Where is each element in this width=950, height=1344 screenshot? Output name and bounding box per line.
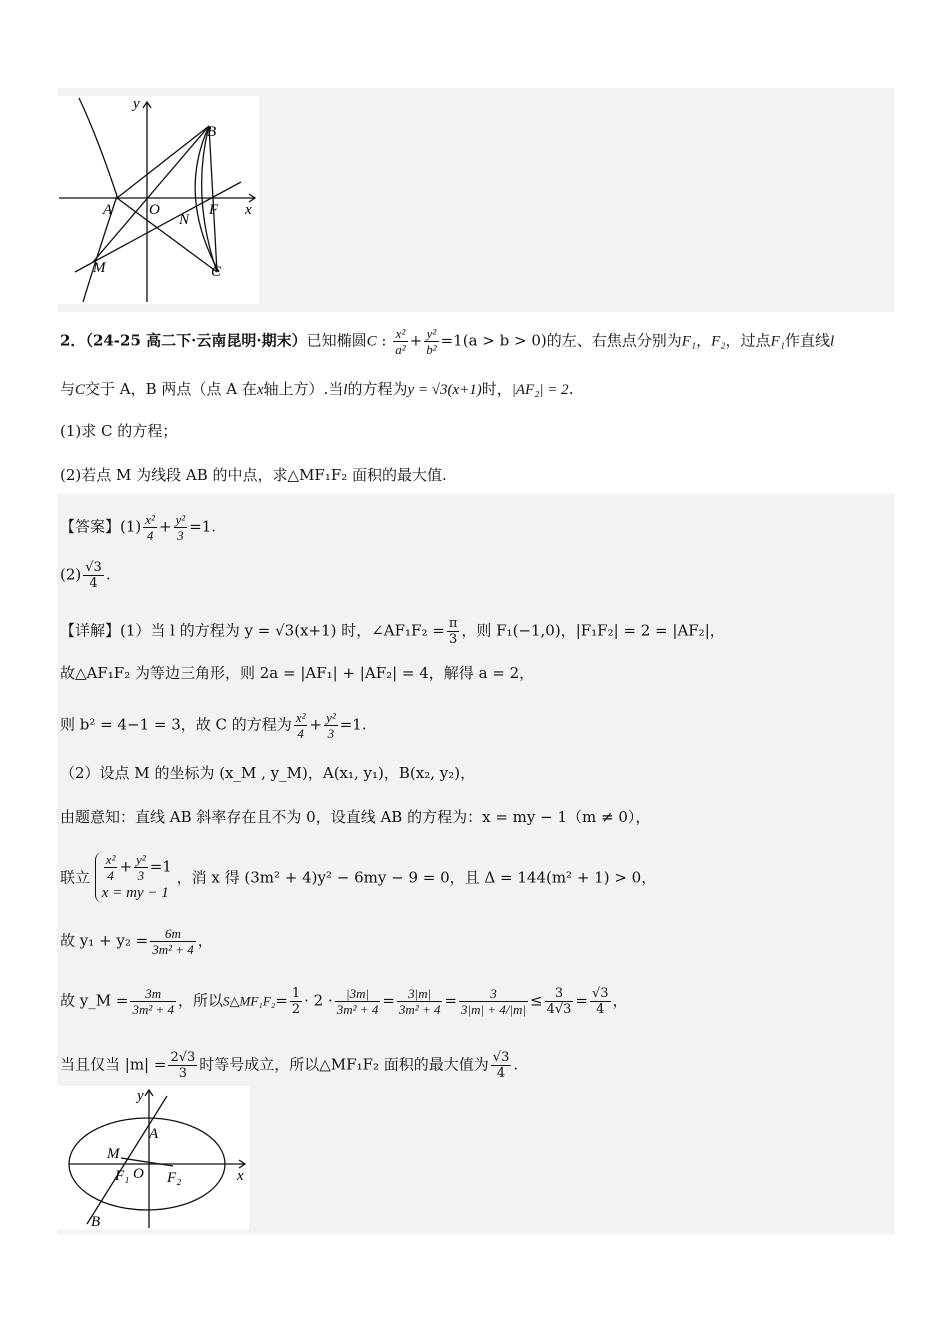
problem-source: （24-25 高二下·云南昆明·期末） <box>85 331 307 350</box>
eq-rhs: =1(a > b > 0) <box>440 331 547 350</box>
frac-den: 3 <box>327 726 335 741</box>
frac <box>130 986 176 1017</box>
frac <box>459 986 528 1017</box>
answer-1-prefix: (1) <box>120 517 142 536</box>
detail-line-5: 由题意知：直线 AB 斜率存在且不为 0，设直线 AB 的方程为：x = my − 1（m ≠ 0）， <box>60 808 651 826</box>
frac-num: π <box>448 616 458 631</box>
frac <box>168 1050 197 1081</box>
frac-num: y² <box>424 326 438 342</box>
eq-rhs: =1. <box>189 517 217 536</box>
frac-num: y² <box>175 512 186 527</box>
problem-text: 交于 A， <box>85 380 146 398</box>
plus: + <box>158 517 172 536</box>
colon: : <box>376 331 392 350</box>
label-f: F <box>209 202 219 218</box>
period: . <box>568 380 574 398</box>
detail-text: ，消 x 得 (3m² + 4)y² − 6my − 9 = 0，且 Δ = 144(m² + 1) > 0， <box>176 868 657 887</box>
period: . <box>513 1055 519 1074</box>
frac-num: x² <box>295 710 306 725</box>
frac-num: 3 <box>545 986 574 1002</box>
frac-den: 2 <box>291 1002 301 1017</box>
frac-den: b² <box>426 342 437 357</box>
label-o: O <box>149 202 160 218</box>
equals: = <box>382 991 395 1010</box>
system-eq-2: x = my − 1 <box>101 885 169 901</box>
ellipse-diagram <box>57 1086 249 1230</box>
frac-den: 4 <box>496 1066 506 1081</box>
equals: = <box>444 991 458 1010</box>
detail-text: · 2 · <box>304 991 333 1010</box>
frac <box>83 560 104 591</box>
problem-line-2 <box>60 378 573 401</box>
frac <box>335 986 381 1017</box>
problem-text: 的左、右焦点分别为 <box>546 331 682 350</box>
frac <box>174 512 188 543</box>
label-x: x <box>245 202 252 218</box>
problem-number: 2． <box>60 331 86 350</box>
frac-num: 3m <box>130 986 176 1002</box>
line-mb <box>93 126 209 262</box>
label-b: B <box>207 124 217 140</box>
f2: F₂ <box>711 333 726 350</box>
frac-den: 3|m| + 4/|m| <box>461 1002 527 1017</box>
label-f1: F₁ <box>115 1168 130 1184</box>
figure-1 <box>57 96 259 304</box>
detail-line-7 <box>60 926 213 957</box>
label-a: A <box>149 1126 159 1142</box>
detail-text: ，则 F₁(−1,0)，|F₁F₂| = 2 = |AF₂|， <box>461 621 725 640</box>
frac-den: 4 <box>596 1002 605 1017</box>
frac-den: 3 <box>137 868 145 883</box>
detail-label: 【详解】 <box>60 621 121 640</box>
detail-line-8 <box>60 986 628 1017</box>
frac-y2-b2 <box>424 326 438 357</box>
frac-num: 3 <box>459 986 528 1002</box>
answer-2-prefix: (2) <box>60 565 82 584</box>
frac-den: 3m² + 4 <box>132 1002 175 1017</box>
question-1: (1)求 C 的方程； <box>60 422 178 440</box>
detail-text: ， <box>197 931 213 950</box>
frac-num: 3|m| <box>397 986 443 1002</box>
line-l: l <box>829 333 835 350</box>
frac-num: x² <box>105 852 116 867</box>
problem-text: 的方程为 <box>347 380 408 398</box>
ellipse-name: C <box>366 333 377 350</box>
label-m: M <box>107 1146 120 1162</box>
answer-line-1 <box>60 512 216 543</box>
frac <box>104 852 118 883</box>
detail-line-2: 故△AF₁F₂ 为等边三角形，则 2a = |AF₁| + |AF₂| = 4，解得 a = 2， <box>60 664 535 682</box>
problem-text: 轴上方）.当 <box>263 380 344 398</box>
sep: ， <box>696 331 712 350</box>
period: . <box>105 565 111 584</box>
frac-den: 4 <box>146 528 154 543</box>
detail-text: ， <box>612 991 628 1010</box>
detail-line-4: （2）设点 M 的坐标为 (x_M , y_M)，A(x₁, y₁)，B(x₂, y₂)， <box>60 764 476 782</box>
problem-line-1 <box>60 326 834 357</box>
label-c: C <box>211 264 222 280</box>
frac-den: a² <box>395 342 406 357</box>
frac-den: 3 <box>448 632 458 647</box>
frac-num: |3m| <box>335 986 381 1002</box>
detail-line-3 <box>60 710 367 741</box>
detail-line-9 <box>60 1050 518 1081</box>
label-o: O <box>133 1166 144 1182</box>
segment-mf2 <box>121 1158 173 1166</box>
f1: F₁ <box>770 333 785 350</box>
frac-den: 4 <box>89 576 98 591</box>
frac-den: 3m² + 4 <box>336 1002 379 1017</box>
label-b: B <box>91 1214 101 1230</box>
plus: + <box>119 857 133 876</box>
frac <box>590 986 611 1017</box>
plus: + <box>409 331 423 350</box>
frac <box>134 852 148 883</box>
detail-text: (1）当 l 的方程为 y = √3(x+1) 时，∠AF₁F₂ = <box>120 621 445 640</box>
problem-text: B 两点（点 A 在 <box>145 380 257 398</box>
detail-text: 则 b² = 4−1 = 3，故 C 的方程为 <box>60 715 292 734</box>
frac-den: 4 <box>297 726 304 741</box>
problem-text: 时， <box>481 380 512 398</box>
frac-num: √3 <box>492 1050 510 1065</box>
problem-text: 已知椭圆 <box>306 331 367 350</box>
frac-num: 1 <box>291 986 301 1001</box>
frac-den: 3 <box>178 1066 187 1081</box>
var-x: x <box>256 382 264 398</box>
frac <box>491 1050 512 1081</box>
frac-num: √3 <box>592 986 609 1001</box>
line-l: l <box>343 382 348 398</box>
frac-den: 4 <box>107 868 114 883</box>
frac-num: 2√3 <box>170 1050 196 1065</box>
detail-text: 故 y₁ + y₂ = <box>60 931 149 950</box>
hyperbola-diagram <box>57 96 259 304</box>
frac-num: √3 <box>85 560 102 575</box>
equation-system <box>95 852 172 903</box>
frac-num: 6m <box>150 926 196 942</box>
frac-den: 4√3 <box>546 1002 572 1017</box>
line-equation: y = √3(x+1) <box>407 382 482 398</box>
detail-text: 当且仅当 |m| = <box>60 1055 167 1074</box>
frac-den: 3m² + 4 <box>398 1002 441 1017</box>
ellipse-name: C <box>75 382 86 398</box>
frac-num: x² <box>393 326 407 342</box>
eq-rhs: =1. <box>339 715 367 734</box>
frac <box>294 710 308 741</box>
label-m: M <box>93 260 106 276</box>
problem-text: ，过点 <box>725 331 771 350</box>
figure-2 <box>57 1086 249 1230</box>
equals: = <box>575 991 588 1010</box>
label-f2: F₂ <box>167 1170 182 1186</box>
frac <box>150 926 196 957</box>
problem-text: 与 <box>60 380 76 398</box>
frac <box>397 986 443 1017</box>
f1: F₁ <box>681 333 697 350</box>
label-y: y <box>137 1088 144 1104</box>
frac <box>290 986 302 1017</box>
area-symbol: S△MF₁F₂ <box>223 993 276 1009</box>
line-ac <box>117 198 217 272</box>
frac <box>447 616 460 647</box>
frac-den: 3m² + 4 <box>152 942 194 957</box>
eq-rhs: =1 <box>149 857 172 876</box>
frac <box>545 986 574 1017</box>
frac-num: x² <box>145 512 155 527</box>
line-ab <box>87 1096 167 1224</box>
detail-text: 故 y_M = <box>60 991 129 1010</box>
abs-af2: |AF₂| = 2 <box>511 382 569 398</box>
detail-text: 联立 <box>60 868 91 887</box>
frac <box>324 710 338 741</box>
frac-num: y² <box>326 710 336 725</box>
question-2: (2)若点 M 为线段 AB 的中点，求△MF₁F₂ 面积的最大值. <box>60 466 447 484</box>
frac-x2-a2 <box>393 326 407 357</box>
equals: = <box>275 991 288 1010</box>
answer-line-2 <box>60 560 111 591</box>
plus: + <box>309 715 323 734</box>
label-n: N <box>179 212 190 228</box>
detail-line-6 <box>60 852 656 906</box>
detail-text: ，所以 <box>178 991 224 1010</box>
less-equal: ≤ <box>530 991 543 1010</box>
label-y: y <box>133 96 140 112</box>
frac-num: y² <box>136 852 146 867</box>
frac <box>143 512 157 543</box>
detail-line-1 <box>60 616 725 647</box>
detail-text: 时等号成立，所以△MF₁F₂ 面积的最大值为 <box>199 1055 489 1074</box>
label-a: A <box>103 202 113 218</box>
frac-den: 3 <box>177 528 184 543</box>
label-x: x <box>237 1168 244 1184</box>
answer-label: 【答案】 <box>60 517 121 536</box>
problem-text: 作直线 <box>784 331 830 350</box>
